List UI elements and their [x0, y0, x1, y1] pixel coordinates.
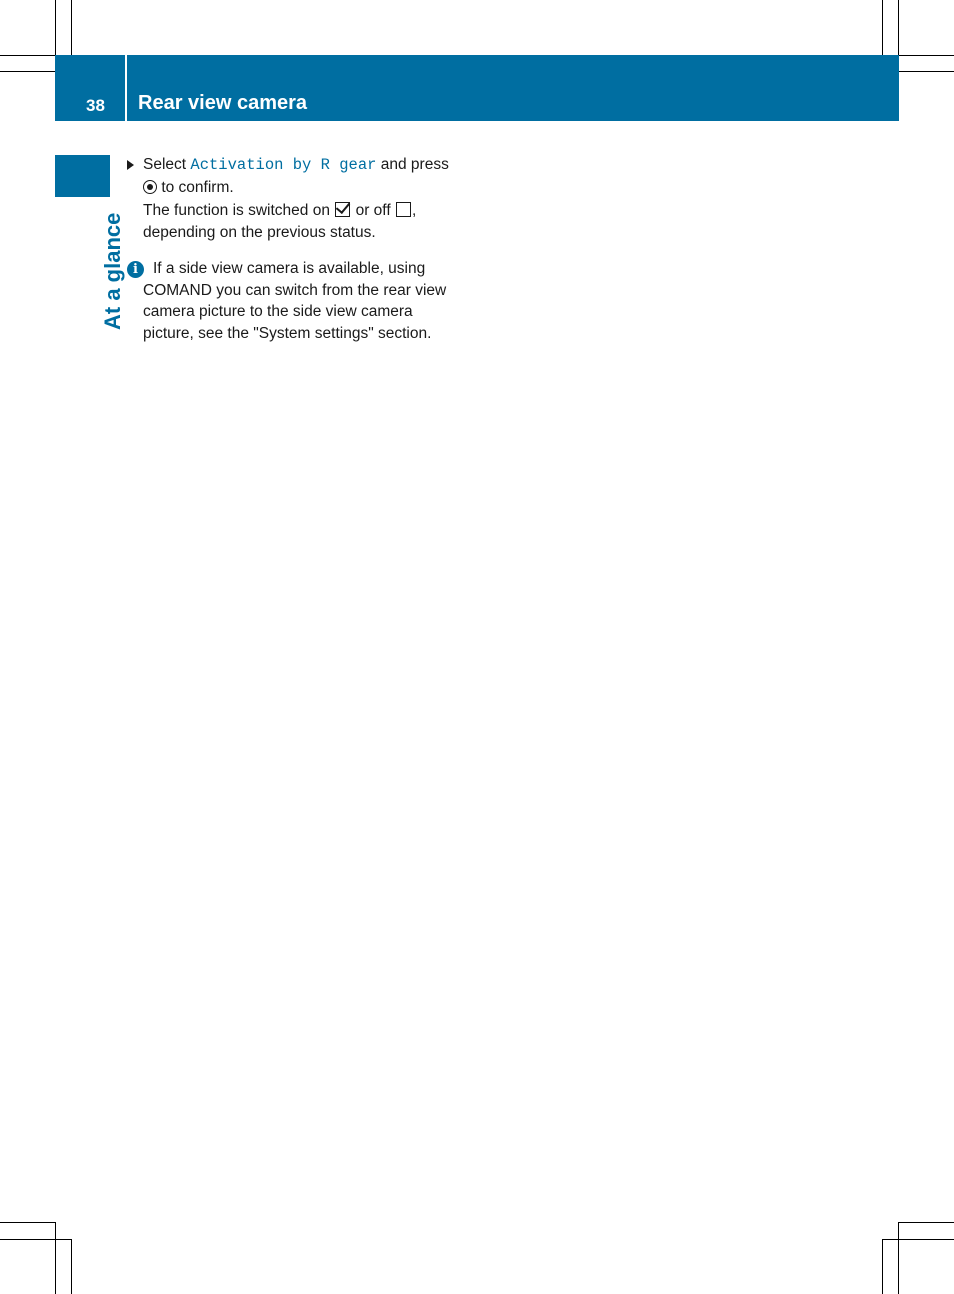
info-note-text-line-2: COMAND you can switch from the rear view [143, 281, 447, 299]
crop-mark [898, 0, 899, 55]
info-note-text-line-4: picture, see the "System settings" section. [143, 324, 432, 342]
result-line-continued [127, 222, 462, 244]
crop-mark [71, 1239, 72, 1294]
result-line [127, 200, 462, 222]
step-arrow-icon [127, 160, 134, 170]
result-comma: , [411, 202, 417, 219]
info-note-text-line-1: If a side view camera is available, using [153, 260, 426, 277]
spacer [127, 243, 462, 258]
page-number: 38 [86, 96, 105, 115]
crop-mark [882, 0, 883, 55]
crop-mark [898, 1222, 899, 1294]
step-confirm-text: to confirm. [161, 178, 234, 196]
crop-mark [0, 1222, 55, 1223]
checkbox-checked-icon [335, 202, 350, 217]
controller-press-icon [143, 180, 157, 194]
info-note-line [127, 323, 462, 345]
step-select-text: Select [143, 156, 187, 173]
step-and-press-text: and press [380, 156, 449, 173]
menu-item-activation-by-r-gear: Activation by R gear [190, 156, 377, 174]
crop-mark [899, 1222, 954, 1223]
content-column [127, 154, 462, 344]
info-icon: i [127, 261, 144, 278]
info-note-line [127, 258, 462, 280]
crop-mark [55, 0, 56, 55]
header-divider [125, 55, 127, 121]
instruction-step [127, 154, 462, 177]
checkbox-empty-icon [396, 202, 411, 217]
crop-mark [71, 0, 72, 55]
crop-mark [55, 1222, 56, 1294]
section-title: Rear view camera [138, 92, 308, 114]
crop-mark [882, 1239, 883, 1294]
crop-mark [0, 1239, 71, 1240]
result-switched-on-text: The function is switched on [143, 202, 330, 219]
side-tab-marker [55, 155, 110, 197]
info-note-line [127, 301, 462, 323]
result-or-off-text: or off [355, 202, 391, 219]
info-note-line [127, 280, 462, 302]
result-depending-text: depending on the previous status. [143, 223, 376, 241]
side-tab-label: At a glance [100, 212, 125, 330]
crop-mark [882, 1239, 954, 1240]
crop-mark [0, 71, 55, 72]
instruction-step-continued [127, 177, 462, 199]
info-note-text-line-3: camera picture to the side view camera [143, 303, 413, 320]
crop-mark [899, 55, 954, 56]
crop-mark [899, 71, 954, 72]
crop-mark [0, 55, 55, 56]
